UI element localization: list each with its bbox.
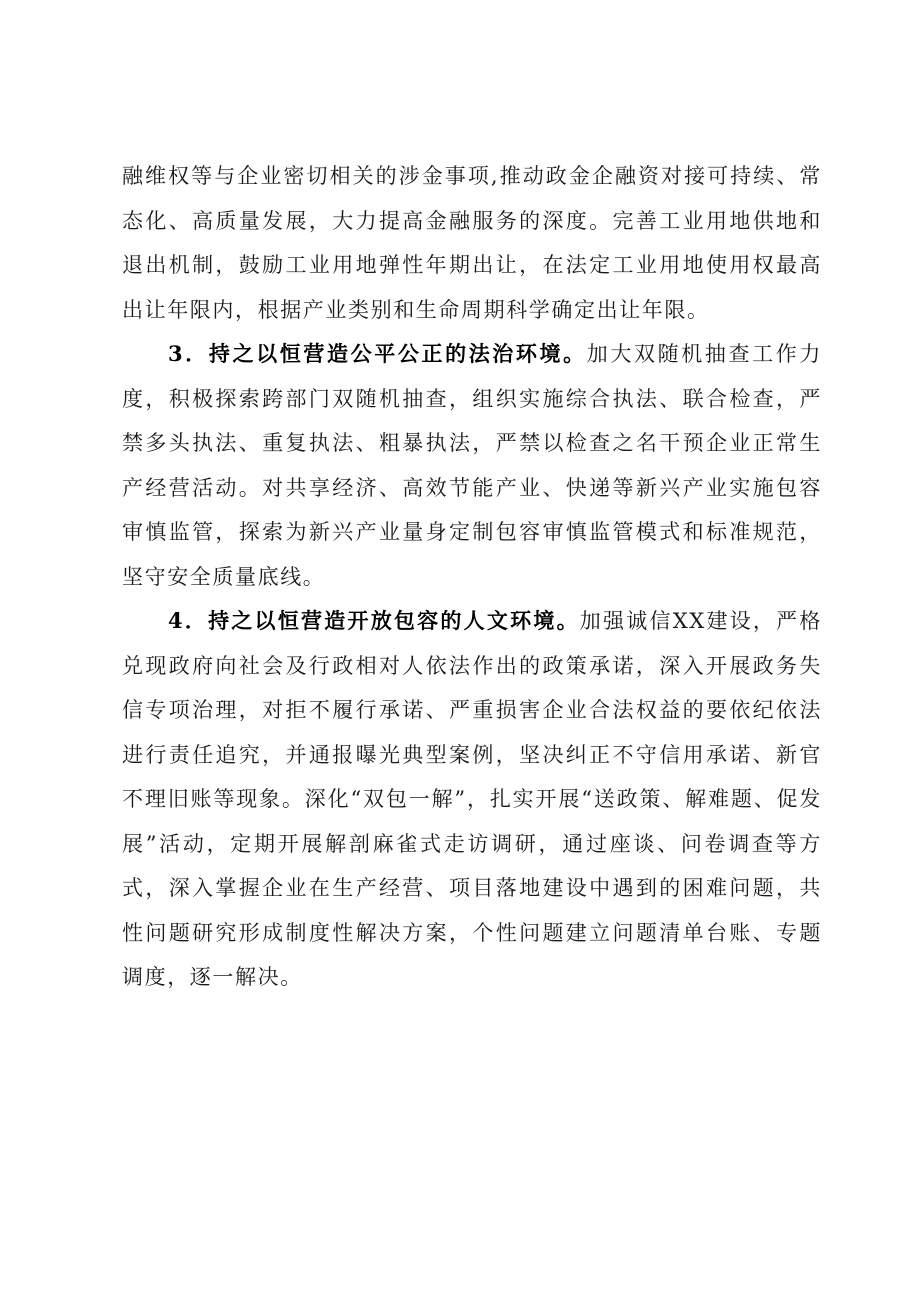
section-heading-3: 3．持之以恒营造公平公正的法治环境。 <box>168 341 587 366</box>
paragraph-text: 加大双随机抽查工作力度，积极探索跨部门双随机抽查，组织实施综合执法、联合检查，严禁多头执法、重复执法、粗暴执法，严禁以检查之名干预企业正常生产经营活动。对共享经济、高效节能产业、快递等新兴产业实施包容审慎监管，探索为新兴产业量身定制包容审慎监管模式和标准规范，坚守安全质量底线。 <box>122 342 822 589</box>
paragraph-section-4 <box>122 599 822 1000</box>
paragraph-text: 融维权等与企业密切相关的涉金事项,推动政金企融资对接可持续、常态化、高质量发展，大力提高金融服务的深度。完善工业用地供地和退出机制，鼓励工业用地弹性年期出让，在法定工业用地使用权最高出让年限内，根据产业类别和生命周期科学确定出让年限。 <box>122 164 822 322</box>
paragraph-text: 加强诚信XX建设，严格兑现政府向社会及行政相对人依法作出的政策承诺，深入开展政务失信专项治理，对拒不履行承诺、严重损害企业合法权益的要依纪依法进行责任追究，并通报曝光典型案例，坚决纠正不守信用承诺、新官不理旧账等现象。深化“双包一解”，扎实开展“送政策、解难题、促发展”活动，定期开展解剖麻雀式走访调研，通过座谈、问卷调查等方式，深入掌握企业在生产经营、项目落地建设中遇到的困难问题，共性问题研究形成制度性解决方案，个性问题建立问题清单台账、专题调度，逐一解决。 <box>122 609 822 989</box>
paragraph-section-3 <box>122 332 822 599</box>
section-heading-4: 4．持之以恒营造开放包容的人文环境。 <box>168 608 580 633</box>
document-body <box>122 154 822 1000</box>
paragraph-continuation <box>122 154 822 332</box>
